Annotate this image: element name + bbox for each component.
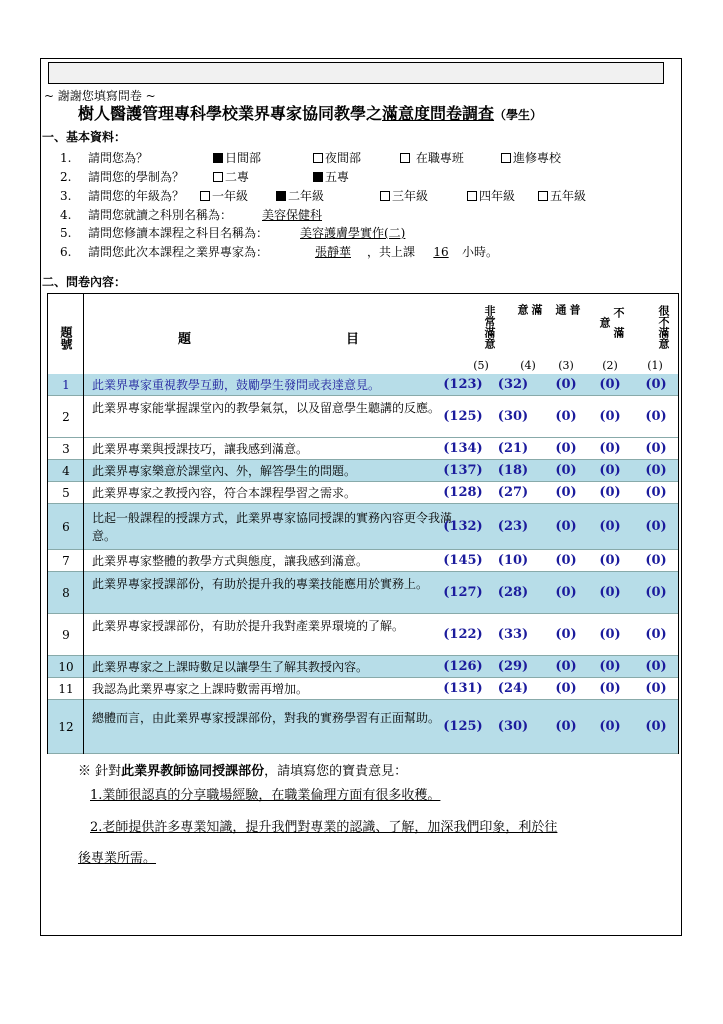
row-count: (0)	[645, 627, 667, 642]
prompt-pre: ※ 針對	[78, 764, 122, 779]
row-number: 7	[62, 554, 70, 568]
checkbox-checked[interactable]	[313, 172, 323, 182]
q3-opt-3[interactable]	[380, 189, 428, 203]
number-column-divider	[83, 374, 84, 754]
row-count: (125)	[443, 719, 483, 734]
comment-1	[78, 784, 440, 803]
checkbox[interactable]	[467, 191, 477, 201]
col-q-header-2: 目	[346, 332, 360, 347]
row-count: (126)	[443, 659, 483, 674]
row-question: 比起一般課程的授課方式，此業界專家協同授課的實務內容更令我滿意。	[92, 511, 453, 543]
row-count: (0)	[645, 519, 667, 534]
row-count: (0)	[599, 719, 621, 734]
row-count: (0)	[599, 681, 621, 696]
q1-opt-night[interactable]	[313, 151, 361, 165]
title-main: 樹人醫護管理專科學校業界專家協同教學之	[78, 104, 383, 123]
q6-num: 6.	[60, 245, 72, 259]
col-no-header: 題號	[59, 326, 73, 350]
opt-label: 在職專班	[412, 151, 464, 165]
table-row	[48, 396, 678, 438]
row-count: (0)	[599, 553, 621, 568]
row-number: 6	[62, 520, 70, 534]
q5-label: 請問您修讀本課程之科目名稱為：	[88, 226, 269, 240]
table-row	[48, 614, 678, 656]
scale-header-3: 普通	[554, 303, 581, 351]
row-count: (0)	[645, 409, 667, 424]
scale-header-2: 不滿意	[598, 307, 625, 347]
q1-num: 1.	[60, 151, 72, 165]
row-count: (0)	[555, 485, 577, 500]
row-count: (0)	[555, 681, 577, 696]
row-count: (132)	[443, 519, 483, 534]
row-question: 此業界專業與授課技巧，讓我感到滿意。	[92, 442, 309, 456]
row-number: 3	[62, 442, 70, 456]
table-row	[48, 550, 678, 572]
row-question: 此業界專家整體的教學方式與態度，讓我感到滿意。	[92, 554, 369, 568]
row-count: (0)	[599, 441, 621, 456]
row-count: (0)	[645, 553, 667, 568]
row-count: (0)	[555, 377, 577, 392]
comment-2a-text: 2.老師提供許多專業知識，提升我們對專業的認識、了解，加深我們印象，利於往	[90, 820, 558, 835]
q6-expert: 張靜華	[314, 245, 351, 259]
q4-label: 請問您就讀之科別名稱為：	[88, 208, 233, 222]
row-count: (0)	[555, 585, 577, 600]
checkbox[interactable]	[213, 172, 223, 182]
q6-mid: ，共上課	[367, 245, 416, 259]
table-row	[48, 460, 678, 482]
row-count: (32)	[497, 377, 529, 392]
q4-value: 美容保健科	[262, 208, 323, 222]
checkbox-checked[interactable]	[213, 153, 223, 163]
scale-num-1: (1)	[647, 359, 663, 372]
row-number: 9	[62, 628, 70, 642]
row-count: (29)	[497, 659, 529, 674]
opt-label: 夜間部	[325, 151, 362, 165]
row-count: (125)	[443, 409, 483, 424]
row-question: 此業界專家之上課時數足以讓學生了解其教授內容。	[92, 660, 369, 674]
row-question: 此業界專家樂意於課堂內、外，解答學生的問題。	[92, 464, 357, 478]
section2-heading: 二、問卷內容：	[42, 275, 127, 289]
col-q-header-1: 題	[178, 332, 192, 347]
row-question: 我認為此業界專家之上課時數需再增加。	[92, 682, 309, 696]
section1-heading: 一、基本資料：	[42, 130, 127, 144]
q6-label: 請問您此次本課程之業界專家為：	[88, 245, 269, 259]
checkbox[interactable]	[200, 191, 210, 201]
row-count: (0)	[599, 485, 621, 500]
row-count: (30)	[497, 719, 529, 734]
row-count: (23)	[497, 519, 529, 534]
q1-label: 請問您為？	[88, 151, 149, 165]
row-question: 此業界專家之教授內容，符合本課程學習之需求。	[92, 486, 357, 500]
q1-row	[60, 151, 71, 165]
scale-num-4: (4)	[520, 359, 536, 372]
table-row	[48, 572, 678, 614]
row-count: (33)	[497, 627, 529, 642]
checkbox[interactable]	[313, 153, 323, 163]
row-number: 10	[58, 660, 74, 674]
scale-header-4: 滿意	[516, 303, 543, 351]
table-row	[48, 700, 678, 754]
checkbox[interactable]	[538, 191, 548, 201]
q3-opt-1[interactable]	[200, 189, 248, 203]
q3-label: 請問您的年級為？	[88, 189, 185, 203]
row-count: (0)	[599, 377, 621, 392]
row-count: (0)	[599, 659, 621, 674]
opt-label: 五年級	[550, 189, 587, 203]
title-suffix: （學生）	[494, 108, 543, 122]
row-count: (0)	[645, 659, 667, 674]
row-count: (122)	[443, 627, 483, 642]
row-count: (0)	[599, 519, 621, 534]
title-underlined: 滿意度問卷調查	[382, 104, 495, 123]
row-count: (0)	[645, 485, 667, 500]
opt-label: 三年級	[392, 189, 429, 203]
row-question: 此業界專家能掌握課堂內的教學氣氛，以及留意學生聽講的反應。	[92, 401, 441, 415]
comment-2b: 後專業所需。	[78, 851, 157, 866]
scale-num-2: (2)	[602, 359, 618, 372]
q2-label: 請問您的學制為？	[88, 170, 185, 184]
q5-num: 5.	[60, 226, 72, 240]
row-count: (0)	[555, 719, 577, 734]
row-count: (24)	[497, 681, 529, 696]
row-count: (30)	[497, 409, 529, 424]
survey-table	[47, 293, 679, 754]
comment-prompt	[78, 760, 407, 779]
row-number: 12	[58, 720, 74, 734]
opt-label: 二年級	[288, 189, 325, 203]
q3-num: 3.	[60, 189, 72, 203]
opt-label: 一年級	[212, 189, 249, 203]
row-count: (0)	[645, 441, 667, 456]
row-question: 此業界專家授課部份，有助於提升我對產業界環境的了解。	[92, 619, 405, 633]
header-box	[48, 62, 664, 84]
row-count: (0)	[599, 409, 621, 424]
scale-header-5: 非常滿意	[483, 305, 496, 349]
row-count: (131)	[443, 681, 483, 696]
prompt-post: ，請填寫您的寶貴意見：	[264, 764, 408, 779]
row-question: 此業界專家重視教學互動，鼓勵學生發問或表達意見。	[92, 378, 381, 392]
row-count: (0)	[555, 409, 577, 424]
row-number: 4	[62, 464, 70, 478]
q2-opt-5yr[interactable]	[313, 170, 349, 184]
q5-value: 美容護膚學實作(二)	[300, 226, 406, 240]
q1-opt-inservice[interactable]	[400, 151, 464, 165]
q2-num: 2.	[60, 170, 72, 184]
q4-num: 4.	[60, 208, 72, 222]
row-count: (10)	[497, 553, 529, 568]
row-count: (0)	[599, 585, 621, 600]
opt-label: 四年級	[479, 189, 516, 203]
row-count: (0)	[599, 627, 621, 642]
row-count: (28)	[497, 585, 529, 600]
row-count: (0)	[645, 719, 667, 734]
row-count: (134)	[443, 441, 483, 456]
row-question: 總體而言，由此業界專家授課部份，對我的實務學習有正面幫助。	[92, 711, 441, 725]
row-count: (18)	[497, 463, 529, 478]
row-count: (0)	[555, 553, 577, 568]
row-number: 1	[62, 378, 70, 392]
row-number: 2	[62, 410, 70, 424]
row-count: (0)	[555, 627, 577, 642]
prompt-bold: 此業界教師協同授課部份	[121, 764, 265, 779]
page-title	[78, 104, 542, 125]
row-count: (0)	[599, 463, 621, 478]
table-row	[48, 374, 678, 396]
q3-opt-2[interactable]	[276, 189, 324, 203]
row-count: (0)	[645, 463, 667, 478]
row-count: (0)	[645, 377, 667, 392]
row-count: (0)	[645, 585, 667, 600]
table-row	[48, 438, 678, 460]
checkbox-checked[interactable]	[276, 191, 286, 201]
opt-label: 日間部	[225, 151, 262, 165]
row-count: (27)	[497, 485, 529, 500]
row-count: (0)	[555, 463, 577, 478]
row-count: (145)	[443, 553, 483, 568]
row-number: 11	[58, 682, 74, 696]
opt-label: 進修專校	[513, 151, 562, 165]
comment-2a	[78, 816, 557, 835]
row-count: (0)	[645, 681, 667, 696]
row-count: (21)	[497, 441, 529, 456]
q1-opt-continuing[interactable]	[501, 151, 561, 165]
table-row	[48, 482, 678, 504]
table-row	[48, 504, 678, 550]
row-count: (127)	[443, 585, 483, 600]
scale-num-5: (5)	[473, 359, 489, 372]
checkbox[interactable]	[380, 191, 390, 201]
table-header	[48, 294, 678, 375]
q6-unit: 小時。	[462, 245, 499, 259]
checkbox[interactable]	[501, 153, 511, 163]
row-question: 此業界專家授課部份，有助於提升我的專業技能應用於實務上。	[92, 577, 429, 591]
row-count: (123)	[443, 377, 483, 392]
q6-hours: 16	[433, 245, 449, 259]
opt-label: 二專	[225, 170, 250, 184]
row-number: 8	[62, 586, 70, 600]
row-count: (128)	[443, 485, 483, 500]
comment-1-text: 1.業師很認真的分享職場經驗，在職業倫理方面有很多收穫。	[90, 788, 441, 803]
opt-label: 五專	[325, 170, 350, 184]
scale-header-1: 很不滿意	[657, 305, 670, 349]
q3-opt-4[interactable]	[467, 189, 515, 203]
table-row	[48, 656, 678, 678]
q1-opt-day[interactable]	[213, 151, 261, 165]
q3-opt-5[interactable]	[538, 189, 586, 203]
thanks-text: ~ 謝謝您填寫問卷 ~	[44, 89, 156, 103]
row-count: (0)	[555, 519, 577, 534]
checkbox[interactable]	[400, 153, 410, 163]
row-number: 5	[62, 486, 70, 500]
table-row	[48, 678, 678, 700]
row-count: (137)	[443, 463, 483, 478]
row-count: (0)	[555, 441, 577, 456]
row-count: (0)	[555, 659, 577, 674]
q2-opt-2yr[interactable]	[213, 170, 249, 184]
scale-num-3: (3)	[558, 359, 574, 372]
